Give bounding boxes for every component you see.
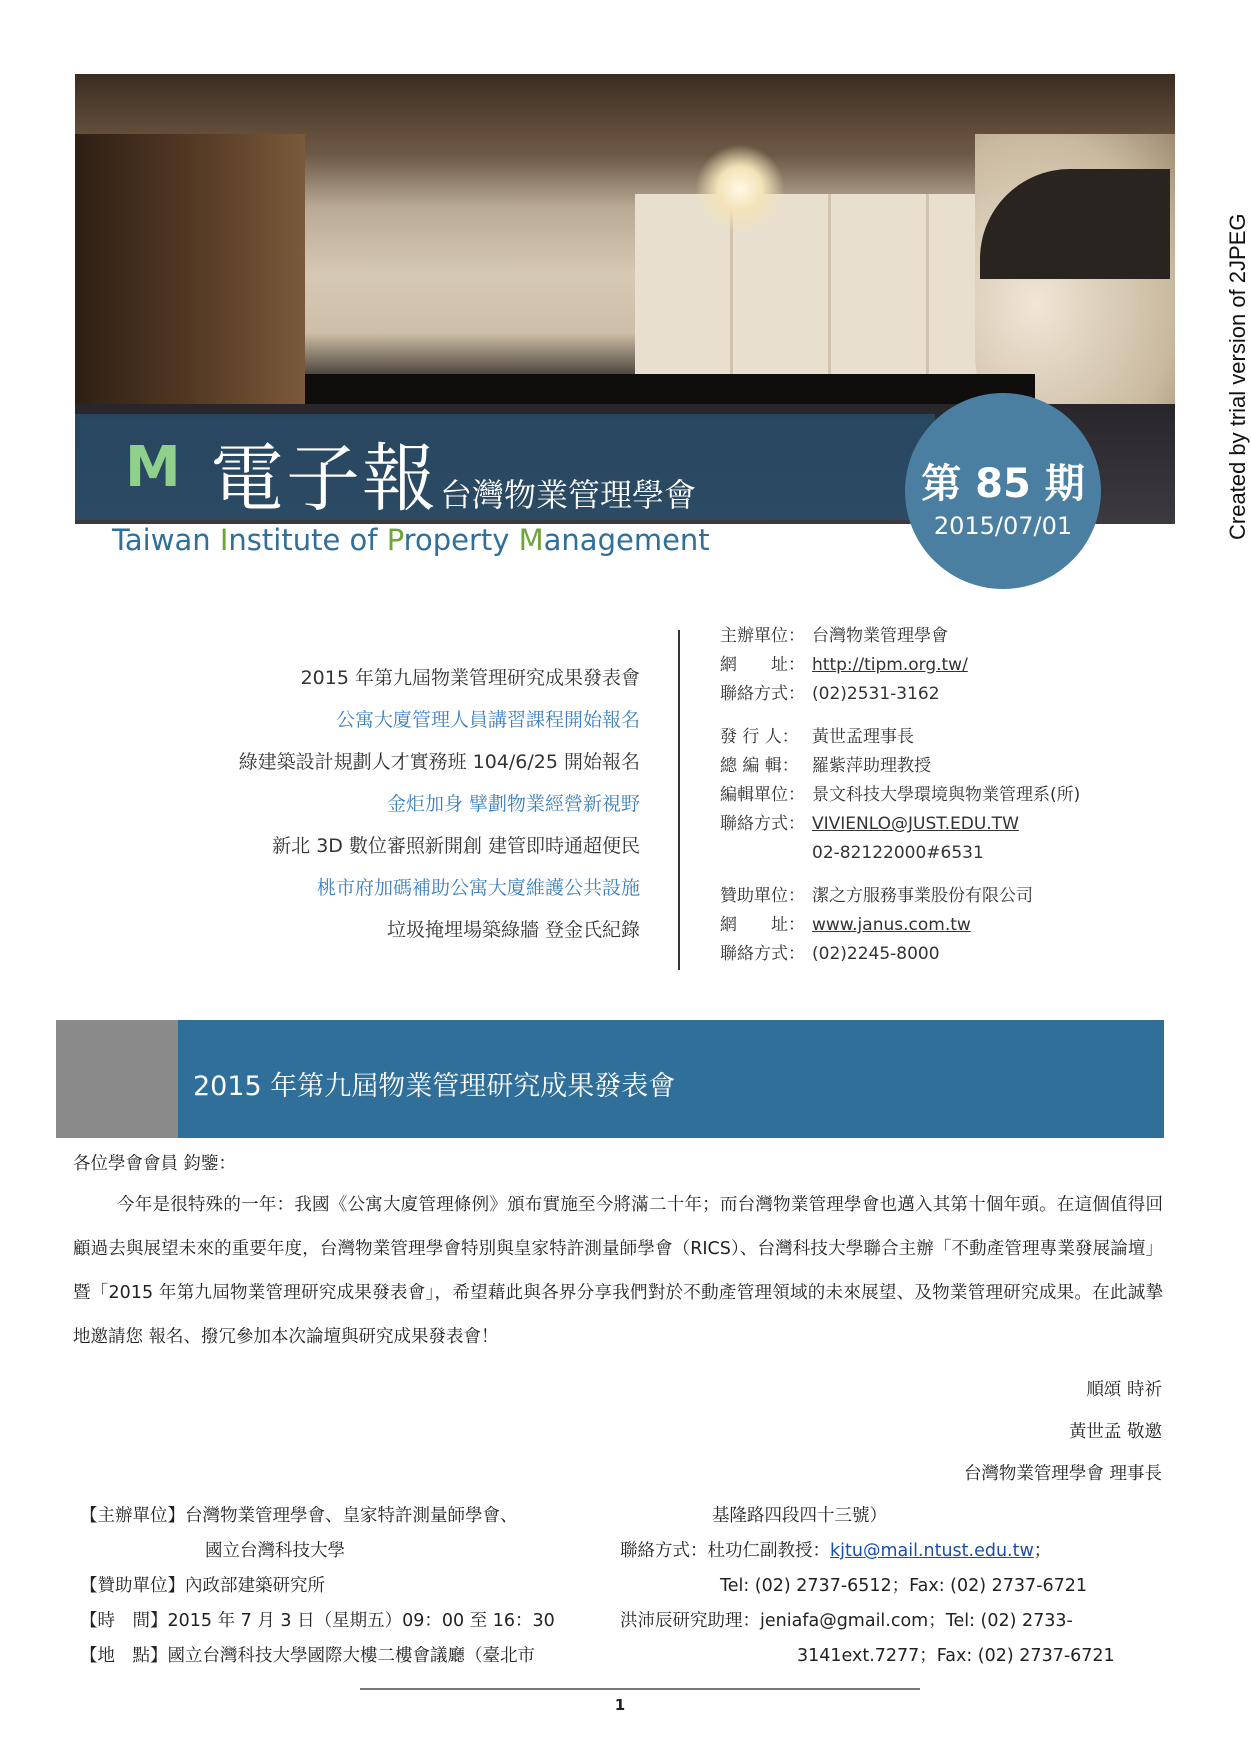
detail-sponsor: 【贊助單位】內政部建築研究所	[80, 1576, 325, 1596]
toc-item[interactable]: 新北 3D 數位審照新開創 建管即時通超便民	[272, 835, 640, 857]
footer-rule	[360, 1688, 920, 1690]
sponsor-website-link[interactable]: www.janus.com.tw	[812, 915, 971, 935]
logo-m: M	[125, 435, 181, 500]
detail-time: 【時 間】2015 年 7 月 3 日（星期五）09：00 至 16：30	[80, 1611, 555, 1631]
editorial-unit: 景文科技大學環境與物業管理系(所)	[812, 785, 1081, 805]
letter-body: 今年是很特殊的一年：我國《公寓大廈管理條例》頒布實施至今將滿二十年；而台灣物業管理學會也邁入其第十個年頭。在這個值得回顧過去與展望未來的重要年度，台灣物業管理學會特別與皇家特許測量師學會（RICS）、台灣科技大學聯合主辦「不動產管理專業發展論壇」暨「2015 年第九屆物業管理研究成果發表會」，希望藉此與各界分享我們對於不動產管理領域的未來展望、及物業管理研究成果。在此誠摯地邀請您 報名、撥冗參加本次論壇與研究成果發表會！	[73, 1195, 1163, 1347]
photo-counter	[305, 374, 1035, 404]
detail-contact: 聯絡方式：杜功仁副教授：kjtu@mail.ntust.edu.tw；	[620, 1541, 1052, 1561]
toc-item[interactable]: 綠建築設計規劃人才實務班 104/6/25 開始報名	[238, 751, 640, 773]
publisher: 黃世孟理事長	[812, 727, 914, 747]
editor: 羅紫萍助理教授	[812, 756, 931, 776]
org-english-name: Taiwan Institute of Property Management	[112, 523, 710, 557]
detail-assistant-tel: 3141ext.7277；Fax: (02) 2737-6721	[797, 1646, 1115, 1666]
newsletter-title: 電子報	[210, 436, 438, 522]
toc-item[interactable]: 垃圾掩埋場築綠牆 登金氏紀錄	[386, 919, 640, 941]
newsletter-subtitle: 台灣物業管理學會	[440, 476, 697, 514]
toc-item[interactable]: 公寓大廈管理人員講習課程開始報名	[335, 709, 640, 731]
detail-venue-address: 基隆路四段四十三號）	[712, 1506, 887, 1526]
table-of-contents	[239, 657, 640, 951]
letter-greeting: 各位學會會員 鈞鑒：	[73, 1154, 237, 1174]
editor-email-link[interactable]: VIVIENLO@JUST.EDU.TW	[812, 814, 1019, 834]
toc-item[interactable]: 金炬加身 擘劃物業經營新視野	[386, 793, 640, 815]
toc-divider	[678, 630, 680, 970]
organizer-website-link[interactable]: http://tipm.org.tw/	[812, 655, 968, 675]
issue-number: 第 85 期	[921, 461, 1085, 507]
detail-organizers: 【主辦單位】台灣物業管理學會、皇家特許測量師學會、	[80, 1506, 518, 1526]
letter-signer-title: 台灣物業管理學會 理事長	[963, 1464, 1162, 1484]
publication-info: 主辦單位： 台灣物業管理學會 網 址： http://tipm.org.tw/ 聯絡方式： (02)2531-3162 發 行 人： 黃世孟理事長 總 編 輯： 羅紫萍助理教授 編輯單位： 景文科技大學環境與物業管理系(所) 聯絡方式： VIVIENLO@JUST.EDU.TW 02-82122000#6531 贊助單位： 潔之方服務事業股份有限公司 網 址： www.janus.com.tw 聯絡方式： (02)2245-8000	[720, 626, 1081, 964]
toc-item[interactable]: 桃市府加碼補助公寓大廈維護公共設施	[316, 877, 640, 899]
sponsor-phone: (02)2245-8000	[812, 944, 940, 964]
detail-assistant: 洪沛辰研究助理：jeniafa@gmail.com；Tel: (02) 2733-	[620, 1611, 1073, 1631]
section-title: 2015 年第九屆物業管理研究成果發表會	[193, 1071, 676, 1102]
organizer: 台灣物業管理學會	[812, 626, 948, 646]
trial-watermark: Created by trial version of 2JPEG	[1225, 213, 1250, 540]
toc-item[interactable]: 2015 年第九屆物業管理研究成果發表會	[300, 667, 640, 689]
organizer-phone: (02)2531-3162	[812, 684, 940, 704]
page-number: 1	[614, 1696, 626, 1714]
letter-closing: 順頌 時祈	[1086, 1380, 1162, 1400]
contact-email-link[interactable]: kjtu@mail.ntust.edu.tw	[830, 1541, 1034, 1561]
editor-phone: 02-82122000#6531	[812, 843, 984, 863]
letter-signer: 黃世孟 敬邀	[1068, 1422, 1162, 1442]
photo-chandelier	[695, 144, 785, 234]
detail-venue: 【地 點】國立台灣科技大學國際大樓二樓會議廳（臺北市	[80, 1646, 535, 1666]
detail-contact-tel: Tel: (02) 2737-6512；Fax: (02) 2737-6721	[720, 1576, 1088, 1596]
section-header-accent	[56, 1020, 178, 1138]
issue-date: 2015/07/01	[933, 512, 1073, 540]
sponsor: 潔之方服務事業股份有限公司	[812, 886, 1033, 906]
detail-organizers-cont: 國立台灣科技大學	[205, 1541, 345, 1561]
